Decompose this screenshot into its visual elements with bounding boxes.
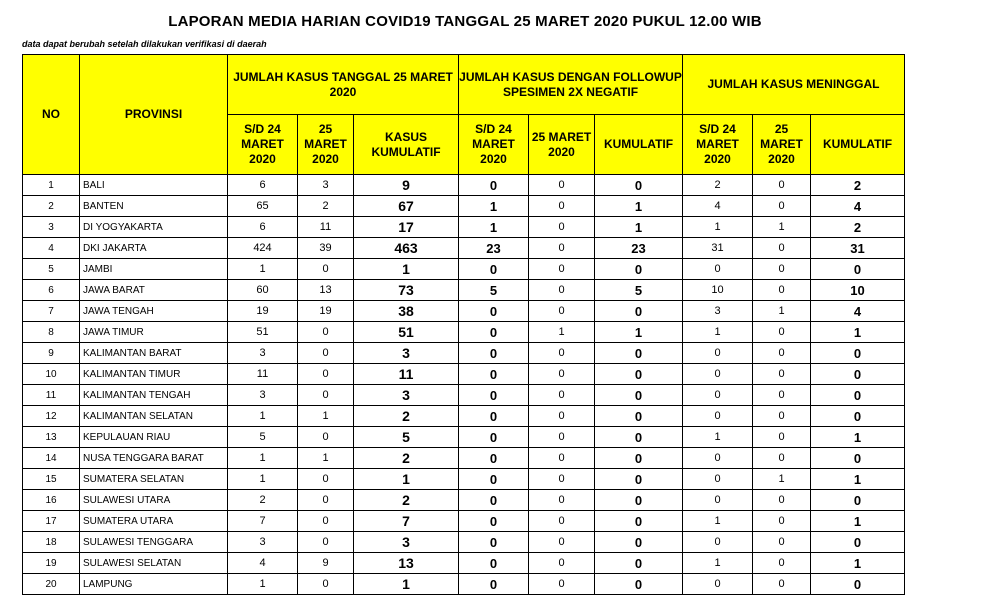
cell-kasus-kumulatif: 67 [354,196,459,217]
cell-kasus-25: 39 [298,238,354,259]
cell-kasus-25: 0 [298,343,354,364]
cell-followup-sd-24: 1 [459,217,529,238]
cell-no: 4 [23,238,80,259]
cell-kasus-kumulatif: 463 [354,238,459,259]
header-kasus-25: 25 MARET 2020 [298,115,354,175]
cell-kasus-sd-24: 6 [228,217,298,238]
header-followup-25: 25 MARET 2020 [529,115,595,175]
cell-provinsi: DKI JAKARTA [80,238,228,259]
cell-kasus-25: 2 [298,196,354,217]
table-row [23,301,905,322]
cell-meninggal-25: 0 [753,175,811,196]
cell-kasus-kumulatif: 11 [354,364,459,385]
cell-followup-25: 0 [529,553,595,574]
cell-meninggal-kumulatif: 4 [811,301,905,322]
page-title: LAPORAN MEDIA HARIAN COVID19 TANGGAL 25 MARET 2020 PUKUL 12.00 WIB [168,13,762,30]
cell-meninggal-kumulatif: 1 [811,322,905,343]
table-row [23,364,905,385]
table-row [23,469,905,490]
cell-meninggal-kumulatif: 2 [811,175,905,196]
cell-followup-kumulatif: 0 [595,406,683,427]
cell-followup-25: 0 [529,280,595,301]
table-row [23,280,905,301]
cell-kasus-kumulatif: 7 [354,511,459,532]
cell-followup-kumulatif: 5 [595,280,683,301]
cell-kasus-25: 1 [298,406,354,427]
cell-no: 6 [23,280,80,301]
cell-meninggal-kumulatif: 1 [811,553,905,574]
cell-kasus-kumulatif: 3 [354,532,459,553]
cell-meninggal-kumulatif: 4 [811,196,905,217]
cell-followup-kumulatif: 0 [595,448,683,469]
cell-followup-kumulatif: 0 [595,532,683,553]
cell-followup-kumulatif: 0 [595,343,683,364]
cell-followup-kumulatif: 1 [595,196,683,217]
cell-provinsi: JAMBI [80,259,228,280]
cell-meninggal-kumulatif: 0 [811,343,905,364]
cell-provinsi: DI YOGYAKARTA [80,217,228,238]
cell-meninggal-25: 0 [753,406,811,427]
cell-provinsi: KALIMANTAN TIMUR [80,364,228,385]
cell-followup-sd-24: 0 [459,406,529,427]
table-body [23,175,905,595]
cell-followup-kumulatif: 1 [595,217,683,238]
cell-followup-kumulatif: 0 [595,175,683,196]
cell-kasus-sd-24: 1 [228,469,298,490]
cell-meninggal-sd-24: 0 [683,259,753,280]
cell-no: 1 [23,175,80,196]
cell-followup-kumulatif: 0 [595,364,683,385]
cell-provinsi: JAWA TENGAH [80,301,228,322]
cell-meninggal-kumulatif: 0 [811,364,905,385]
header-kasus-kumulatif: KASUS KUMULATIF [354,115,459,175]
cell-provinsi: SUMATERA UTARA [80,511,228,532]
cell-meninggal-kumulatif: 0 [811,448,905,469]
cell-followup-sd-24: 0 [459,343,529,364]
cell-meninggal-25: 0 [753,238,811,259]
cell-kasus-sd-24: 4 [228,553,298,574]
cell-kasus-kumulatif: 1 [354,259,459,280]
cell-followup-kumulatif: 23 [595,238,683,259]
cell-no: 9 [23,343,80,364]
cell-followup-kumulatif: 0 [595,259,683,280]
cell-followup-sd-24: 0 [459,301,529,322]
cell-meninggal-25: 0 [753,259,811,280]
cell-kasus-sd-24: 5 [228,427,298,448]
cell-followup-25: 0 [529,364,595,385]
cell-provinsi: SULAWESI TENGGARA [80,532,228,553]
header-followup-sd-24: S/D 24 MARET 2020 [459,115,529,175]
cell-followup-25: 0 [529,238,595,259]
cell-provinsi: KALIMANTAN SELATAN [80,406,228,427]
cell-followup-sd-24: 0 [459,385,529,406]
cell-kasus-sd-24: 1 [228,448,298,469]
cell-no: 8 [23,322,80,343]
cell-kasus-kumulatif: 3 [354,343,459,364]
cell-no: 7 [23,301,80,322]
cell-meninggal-25: 0 [753,574,811,595]
cell-provinsi: BALI [80,175,228,196]
header-group-jumlah-kasus: JUMLAH KASUS TANGGAL 25 MARET 2020 [228,55,459,115]
cell-no: 2 [23,196,80,217]
header-kasus-sd-24: S/D 24 MARET 2020 [228,115,298,175]
cell-followup-25: 0 [529,301,595,322]
cell-kasus-25: 0 [298,364,354,385]
cell-followup-kumulatif: 0 [595,427,683,448]
cell-followup-kumulatif: 0 [595,553,683,574]
header-group-meninggal: JUMLAH KASUS MENINGGAL [683,55,905,115]
cell-kasus-sd-24: 3 [228,343,298,364]
cell-kasus-sd-24: 51 [228,322,298,343]
cell-kasus-kumulatif: 51 [354,322,459,343]
cell-meninggal-kumulatif: 0 [811,574,905,595]
cell-followup-sd-24: 0 [459,448,529,469]
cell-kasus-kumulatif: 1 [354,574,459,595]
cell-meninggal-sd-24: 0 [683,343,753,364]
cell-followup-25: 0 [529,448,595,469]
cell-followup-sd-24: 0 [459,490,529,511]
cell-followup-25: 0 [529,343,595,364]
cell-followup-25: 1 [529,322,595,343]
cell-kasus-sd-24: 1 [228,406,298,427]
cell-meninggal-kumulatif: 0 [811,259,905,280]
cell-kasus-25: 0 [298,574,354,595]
table-row [23,511,905,532]
cell-followup-kumulatif: 0 [595,301,683,322]
cell-meninggal-sd-24: 0 [683,490,753,511]
cell-followup-kumulatif: 0 [595,469,683,490]
cell-meninggal-sd-24: 3 [683,301,753,322]
cell-followup-kumulatif: 0 [595,574,683,595]
cell-provinsi: JAWA BARAT [80,280,228,301]
cell-meninggal-sd-24: 1 [683,322,753,343]
cell-followup-25: 0 [529,574,595,595]
cell-meninggal-sd-24: 4 [683,196,753,217]
cell-no: 16 [23,490,80,511]
cell-meninggal-sd-24: 2 [683,175,753,196]
cell-no: 11 [23,385,80,406]
cell-meninggal-kumulatif: 31 [811,238,905,259]
cell-meninggal-kumulatif: 10 [811,280,905,301]
cell-kasus-kumulatif: 2 [354,406,459,427]
cell-meninggal-sd-24: 31 [683,238,753,259]
cell-followup-kumulatif: 0 [595,490,683,511]
cell-meninggal-25: 0 [753,490,811,511]
cell-meninggal-sd-24: 0 [683,574,753,595]
cell-meninggal-sd-24: 0 [683,385,753,406]
cell-kasus-kumulatif: 1 [354,469,459,490]
cell-provinsi: KEPULAUAN RIAU [80,427,228,448]
cell-kasus-25: 0 [298,427,354,448]
cell-kasus-25: 13 [298,280,354,301]
cell-followup-25: 0 [529,259,595,280]
cell-followup-25: 0 [529,490,595,511]
cell-kasus-sd-24: 7 [228,511,298,532]
cell-followup-kumulatif: 0 [595,385,683,406]
cell-kasus-25: 0 [298,532,354,553]
cell-meninggal-25: 0 [753,427,811,448]
header-no: NO [23,55,80,175]
cell-followup-25: 0 [529,175,595,196]
cell-meninggal-kumulatif: 1 [811,427,905,448]
cell-kasus-25: 19 [298,301,354,322]
cell-meninggal-sd-24: 0 [683,469,753,490]
cell-kasus-25: 0 [298,469,354,490]
cell-meninggal-sd-24: 0 [683,406,753,427]
cell-kasus-25: 0 [298,511,354,532]
table-row [23,259,905,280]
cell-kasus-kumulatif: 9 [354,175,459,196]
cell-meninggal-kumulatif: 0 [811,490,905,511]
cell-meninggal-kumulatif: 0 [811,406,905,427]
verification-note: data dapat berubah setelah dilakukan verifikasi di daerah [22,39,267,49]
cell-followup-25: 0 [529,469,595,490]
cell-kasus-sd-24: 424 [228,238,298,259]
cell-kasus-kumulatif: 5 [354,427,459,448]
table-row [23,322,905,343]
cell-followup-sd-24: 0 [459,469,529,490]
cell-kasus-sd-24: 6 [228,175,298,196]
cell-followup-sd-24: 1 [459,196,529,217]
header-meninggal-25: 25 MARET 2020 [753,115,811,175]
cell-meninggal-sd-24: 1 [683,427,753,448]
covid-report-table [22,54,905,595]
cell-provinsi: SUMATERA SELATAN [80,469,228,490]
table-row [23,175,905,196]
cell-kasus-25: 1 [298,448,354,469]
cell-no: 19 [23,553,80,574]
cell-meninggal-sd-24: 0 [683,448,753,469]
cell-meninggal-25: 0 [753,343,811,364]
cell-meninggal-25: 0 [753,511,811,532]
cell-followup-25: 0 [529,427,595,448]
cell-meninggal-kumulatif: 1 [811,469,905,490]
cell-kasus-sd-24: 1 [228,574,298,595]
table-row [23,343,905,364]
cell-kasus-25: 0 [298,490,354,511]
cell-followup-sd-24: 0 [459,427,529,448]
cell-meninggal-kumulatif: 0 [811,532,905,553]
cell-provinsi: JAWA TIMUR [80,322,228,343]
cell-kasus-sd-24: 60 [228,280,298,301]
cell-followup-sd-24: 5 [459,280,529,301]
cell-kasus-25: 11 [298,217,354,238]
cell-no: 12 [23,406,80,427]
cell-kasus-kumulatif: 73 [354,280,459,301]
cell-meninggal-25: 0 [753,385,811,406]
cell-kasus-kumulatif: 2 [354,448,459,469]
cell-kasus-kumulatif: 13 [354,553,459,574]
cell-meninggal-sd-24: 0 [683,364,753,385]
table-row [23,490,905,511]
cell-provinsi: KALIMANTAN TENGAH [80,385,228,406]
table-row [23,532,905,553]
cell-meninggal-sd-24: 0 [683,532,753,553]
cell-meninggal-25: 0 [753,364,811,385]
table-row [23,196,905,217]
cell-kasus-25: 9 [298,553,354,574]
cell-kasus-kumulatif: 2 [354,490,459,511]
cell-followup-sd-24: 23 [459,238,529,259]
cell-kasus-kumulatif: 17 [354,217,459,238]
cell-kasus-25: 0 [298,322,354,343]
cell-followup-sd-24: 0 [459,532,529,553]
cell-kasus-kumulatif: 38 [354,301,459,322]
cell-kasus-25: 0 [298,259,354,280]
cell-kasus-sd-24: 3 [228,385,298,406]
cell-followup-sd-24: 0 [459,574,529,595]
cell-meninggal-sd-24: 1 [683,511,753,532]
cell-followup-kumulatif: 0 [595,511,683,532]
table-row [23,385,905,406]
cell-kasus-sd-24: 3 [228,532,298,553]
cell-kasus-25: 0 [298,385,354,406]
cell-no: 10 [23,364,80,385]
header-provinsi: PROVINSI [80,55,228,175]
header-group-followup: JUMLAH KASUS DENGAN FOLLOWUP SPESIMEN 2X NEGATIF [459,55,683,115]
cell-meninggal-25: 1 [753,301,811,322]
cell-no: 15 [23,469,80,490]
cell-followup-25: 0 [529,532,595,553]
cell-meninggal-25: 0 [753,532,811,553]
cell-followup-sd-24: 0 [459,511,529,532]
cell-followup-sd-24: 0 [459,322,529,343]
cell-meninggal-sd-24: 1 [683,217,753,238]
cell-meninggal-25: 0 [753,553,811,574]
cell-meninggal-25: 0 [753,448,811,469]
cell-meninggal-25: 1 [753,217,811,238]
cell-no: 13 [23,427,80,448]
cell-no: 20 [23,574,80,595]
cell-meninggal-kumulatif: 0 [811,385,905,406]
cell-kasus-sd-24: 1 [228,259,298,280]
header-meninggal-kumulatif: KUMULATIF [811,115,905,175]
cell-followup-25: 0 [529,217,595,238]
table-row [23,448,905,469]
table-row [23,238,905,259]
cell-no: 14 [23,448,80,469]
cell-kasus-sd-24: 11 [228,364,298,385]
cell-provinsi: KALIMANTAN BARAT [80,343,228,364]
cell-provinsi: SULAWESI SELATAN [80,553,228,574]
cell-followup-25: 0 [529,196,595,217]
cell-no: 3 [23,217,80,238]
header-meninggal-sd-24: S/D 24 MARET 2020 [683,115,753,175]
cell-kasus-sd-24: 19 [228,301,298,322]
cell-kasus-kumulatif: 3 [354,385,459,406]
cell-followup-sd-24: 0 [459,175,529,196]
cell-meninggal-25: 0 [753,196,811,217]
cell-meninggal-kumulatif: 1 [811,511,905,532]
cell-kasus-sd-24: 2 [228,490,298,511]
cell-no: 17 [23,511,80,532]
cell-followup-25: 0 [529,385,595,406]
header-followup-kumulatif: KUMULATIF [595,115,683,175]
cell-provinsi: BANTEN [80,196,228,217]
cell-no: 5 [23,259,80,280]
cell-followup-sd-24: 0 [459,364,529,385]
cell-followup-25: 0 [529,511,595,532]
cell-meninggal-25: 1 [753,469,811,490]
table-row [23,406,905,427]
cell-provinsi: LAMPUNG [80,574,228,595]
cell-kasus-25: 3 [298,175,354,196]
cell-meninggal-sd-24: 10 [683,280,753,301]
table-row [23,574,905,595]
table-row [23,217,905,238]
cell-followup-kumulatif: 1 [595,322,683,343]
table-row [23,427,905,448]
cell-kasus-sd-24: 65 [228,196,298,217]
cell-provinsi: NUSA TENGGARA BARAT [80,448,228,469]
cell-meninggal-25: 0 [753,322,811,343]
cell-followup-sd-24: 0 [459,259,529,280]
cell-no: 18 [23,532,80,553]
cell-followup-25: 0 [529,406,595,427]
cell-followup-sd-24: 0 [459,553,529,574]
cell-meninggal-kumulatif: 2 [811,217,905,238]
cell-provinsi: SULAWESI UTARA [80,490,228,511]
table-row [23,553,905,574]
cell-meninggal-sd-24: 1 [683,553,753,574]
cell-meninggal-25: 0 [753,280,811,301]
